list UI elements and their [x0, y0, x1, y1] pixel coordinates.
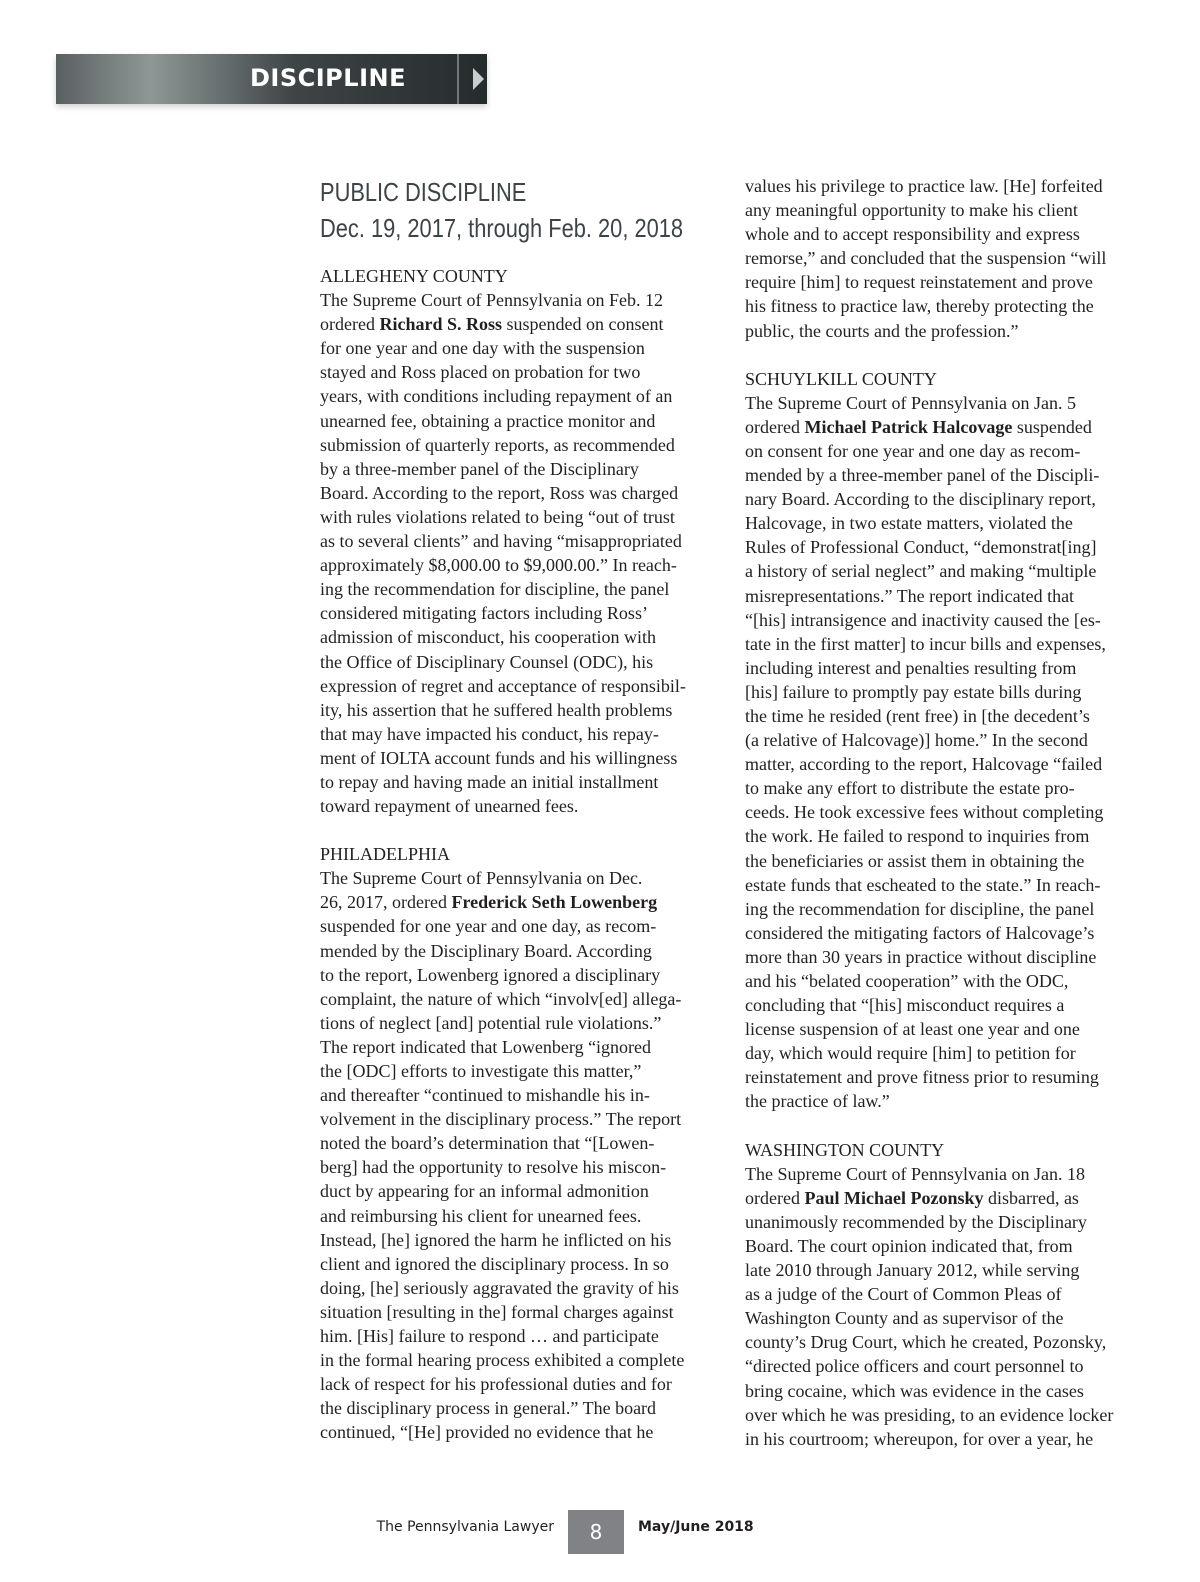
text-line: duct by appearing for an informal admonition: [320, 1181, 649, 1202]
text-line: the time he resided (rent free) in [the decedent’s: [745, 705, 1090, 726]
text-line: Board. The court opinion indicated that, from: [745, 1235, 1073, 1256]
text-line: values his privilege to practice law. [He] forfeited: [745, 176, 1103, 196]
text-line: ing the recommendation for discipline, the panel: [320, 579, 670, 600]
text-line: mended by a three-member panel of the Discipli-: [745, 465, 1100, 486]
county-heading: SCHUYLKILL COUNTY: [745, 368, 937, 389]
text-line: [his] failure to promptly pay estate bills during: [745, 681, 1082, 702]
text-line: tions of neglect [and] potential rule violations.”: [320, 1012, 662, 1033]
text-line: to the report, Lowenberg ignored a disciplinary: [320, 964, 661, 985]
text-line: considered mitigating factors including Ross’: [320, 603, 648, 624]
text-line: mended by the Disciplinary Board. According: [320, 940, 652, 961]
text-line: The Supreme Court of Pennsylvania on Feb. 12: [320, 290, 663, 311]
article-philadelphia-continued: [745, 174, 1145, 343]
text-line: Instead, [he] ignored the harm he inflicted on his: [320, 1229, 672, 1250]
text-line: the beneficiaries or assist them in obtaining the: [745, 850, 1085, 871]
attorney-name: Richard S. Ross: [379, 314, 502, 335]
page-number-text: 8: [589, 1520, 603, 1544]
text-line: The Supreme Court of Pennsylvania on Jan. 18: [745, 1163, 1085, 1184]
text-line: the disciplinary process in general.” The board: [320, 1398, 657, 1419]
text-line: noted the board’s determination that “[Lowen-: [320, 1133, 655, 1154]
text-line: nary Board. According to the disciplinary report,: [745, 489, 1096, 510]
text-line: in the formal hearing process exhibited a complete: [320, 1350, 685, 1371]
text-line: submission of quarterly reports, as recommended: [320, 434, 675, 455]
text-line: lack of respect for his professional duties and for: [320, 1374, 672, 1395]
text-line: The report indicated that Lowenberg “ignored: [320, 1036, 652, 1057]
text-line: that may have impacted his conduct, his repay-: [320, 723, 659, 744]
attorney-name: Paul Michael Pozonsky: [804, 1187, 984, 1208]
text-line: berg] had the opportunity to resolve his miscon-: [320, 1157, 667, 1178]
text-line: tate in the first matter] to incur bills and expenses,: [745, 633, 1106, 654]
text-line: admission of misconduct, his cooperation with: [320, 627, 656, 648]
text-line: complaint, the nature of which “involv[ed] allega-: [320, 988, 682, 1009]
text-line: bring cocaine, which was evidence in the cases: [745, 1380, 1084, 1401]
text-line: volvement in the disciplinary process.” The report: [320, 1109, 682, 1130]
text-line: expression of regret and acceptance of responsibil-: [320, 675, 686, 696]
text-line: in his courtroom; whereupon, for over a year, he: [745, 1428, 1094, 1449]
text-line: public, the courts and the profession.”: [745, 320, 1019, 341]
text-line: Halcovage, in two estate matters, violated the: [745, 513, 1073, 534]
text-line: to make any effort to distribute the estate pro-: [745, 778, 1075, 799]
text-line: require [him] to request reinstatement and prove: [745, 272, 1093, 293]
text-line: him. [His] failure to respond … and participate: [320, 1326, 659, 1347]
attorney-name: Michael Patrick Halcovage: [804, 416, 1013, 437]
text-line: the practice of law.”: [745, 1091, 890, 1112]
text-line: ceeds. He took excessive fees without completing: [745, 802, 1104, 823]
article-body: [320, 866, 720, 1444]
article-washington: [745, 1138, 1145, 1451]
attorney-name: Frederick Seth Lowenberg: [451, 892, 658, 913]
page-number: [568, 1510, 624, 1554]
text-line: estate funds that escheated to the state.” In reach-: [745, 874, 1101, 895]
text-line: unanimously recommended by the Disciplinary: [745, 1211, 1087, 1232]
text-line: the work. He failed to respond to inquiries from: [745, 826, 1090, 847]
article-body: [745, 174, 1145, 343]
text-line: more than 30 years in practice without discipline: [745, 946, 1097, 967]
article-allegheny: [320, 264, 720, 818]
text-line: Board. According to the report, Ross was charged: [320, 482, 679, 503]
text-line: by a three-member panel of the Disciplinary: [320, 458, 639, 479]
county-heading: WASHINGTON COUNTY: [745, 1139, 945, 1160]
text-line: continued, “[He] provided no evidence that he: [320, 1422, 654, 1443]
text-line: late 2010 through January 2012, while serving: [745, 1260, 1080, 1281]
section-banner: [56, 54, 487, 104]
text-line: and his “belated cooperation” with the ODC,: [745, 971, 1069, 991]
text-line: “directed police officers and court personnel to: [745, 1356, 1084, 1377]
text-line: reinstatement and prove fitness prior to resuming: [745, 1067, 1099, 1088]
chevron-right-icon: [470, 62, 488, 96]
text-line: stayed and Ross placed on probation for two: [320, 362, 641, 383]
text-line: for one year and one day with the suspension: [320, 338, 645, 359]
text-line: any meaningful opportunity to make his client: [745, 200, 1078, 221]
banner-divider: [457, 54, 459, 104]
text-line: and reimbursing his client for unearned fees.: [320, 1205, 642, 1226]
publication-name: The Pennsylvania Lawyer: [376, 1519, 554, 1535]
text-line: remorse,” and concluded that the suspension “will: [745, 248, 1107, 269]
county-heading: PHILADELPHIA: [320, 844, 450, 865]
text-line: ing the recommendation for discipline, the panel: [745, 898, 1095, 919]
text-line: suspended for one year and one day, as recom-: [320, 916, 657, 937]
text-line: client and ignored the disciplinary process. In so: [320, 1253, 669, 1274]
text-line: county’s Drug Court, which he created, Pozonsky,: [745, 1332, 1107, 1353]
text-line: ment of IOLTA account funds and his willingness: [320, 747, 678, 768]
text-line: matter, according to the report, Halcovage “failed: [745, 754, 1103, 775]
text-line: concluding that “[his] misconduct requires a: [745, 995, 1065, 1016]
text-line: a history of serial neglect” and making “multiple: [745, 561, 1097, 582]
date-range-subtitle: Dec. 19, 2017, through Feb. 20, 2018: [320, 213, 684, 243]
article-schuylkill: [745, 367, 1145, 1114]
text-line: ordered Paul Michael Pozonsky disbarred, as: [745, 1187, 1079, 1208]
text-line: misrepresentations.” The report indicated that: [745, 585, 1075, 606]
article-philadelphia: [320, 842, 720, 1444]
text-line: toward repayment of unearned fees.: [320, 796, 579, 817]
text-line: unearned fee, obtaining a practice monitor and: [320, 410, 656, 431]
left-column: [320, 174, 720, 1469]
section-label: DISCIPLINE: [250, 64, 406, 92]
text-line: Washington County and as supervisor of the: [745, 1308, 1064, 1329]
text-line: The Supreme Court of Pennsylvania on Dec.: [320, 868, 643, 889]
text-line: ordered Michael Patrick Halcovage suspended: [745, 416, 1092, 437]
text-line: on consent for one year and one day as recom-: [745, 440, 1081, 461]
text-line: situation [resulting in the] formal charges against: [320, 1301, 674, 1322]
text-line: with rules violations related to being “out of trust: [320, 506, 675, 527]
text-line: 26, 2017, ordered Frederick Seth Lowenberg: [320, 892, 658, 913]
text-line: years, with conditions including repayment of an: [320, 386, 673, 407]
text-line: and thereafter “continued to mishandle his in-: [320, 1085, 650, 1106]
article-body: [320, 288, 720, 818]
text-line: as a judge of the Court of Common Pleas of: [745, 1284, 1062, 1305]
text-line: to repay and having made an initial installment: [320, 771, 659, 792]
text-line: over which he was presiding, to an evidence locker: [745, 1404, 1114, 1425]
text-line: Rules of Professional Conduct, “demonstrat[ing]: [745, 537, 1097, 558]
text-line: day, which would require [him] to petition for: [745, 1043, 1076, 1064]
issue-date: May/June 2018: [638, 1519, 754, 1535]
page-title: PUBLIC DISCIPLINE: [320, 177, 527, 207]
text-line: whole and to accept responsibility and express: [745, 224, 1080, 245]
county-heading: ALLEGHENY COUNTY: [320, 266, 508, 286]
right-column: [745, 174, 1145, 1475]
text-line: the [ODC] efforts to investigate this matter,”: [320, 1061, 642, 1081]
text-line: ordered Richard S. Ross suspended on consent: [320, 314, 664, 335]
text-line: the Office of Disciplinary Counsel (ODC), his: [320, 651, 654, 672]
text-line: as to several clients” and having “misappropriated: [320, 531, 682, 552]
text-line: (a relative of Halcovage)] home.” In the second: [745, 730, 1088, 751]
text-line: ity, his assertion that he suffered health problems: [320, 699, 673, 720]
text-line: doing, [he] seriously aggravated the gravity of his: [320, 1277, 679, 1298]
text-line: “[his] intransigence and inactivity caused the [es-: [745, 609, 1101, 630]
text-line: including interest and penalties resulting from: [745, 657, 1077, 678]
text-line: considered the mitigating factors of Halcovage’s: [745, 922, 1095, 943]
article-body: [745, 391, 1145, 1114]
text-line: The Supreme Court of Pennsylvania on Jan. 5: [745, 392, 1076, 413]
article-body: [745, 1162, 1145, 1451]
text-line: license suspension of at least one year and one: [745, 1019, 1080, 1040]
text-line: his fitness to practice law, thereby protecting the: [745, 296, 1094, 317]
text-line: approximately $8,000.00 to $9,000.00.” In reach-: [320, 555, 677, 576]
